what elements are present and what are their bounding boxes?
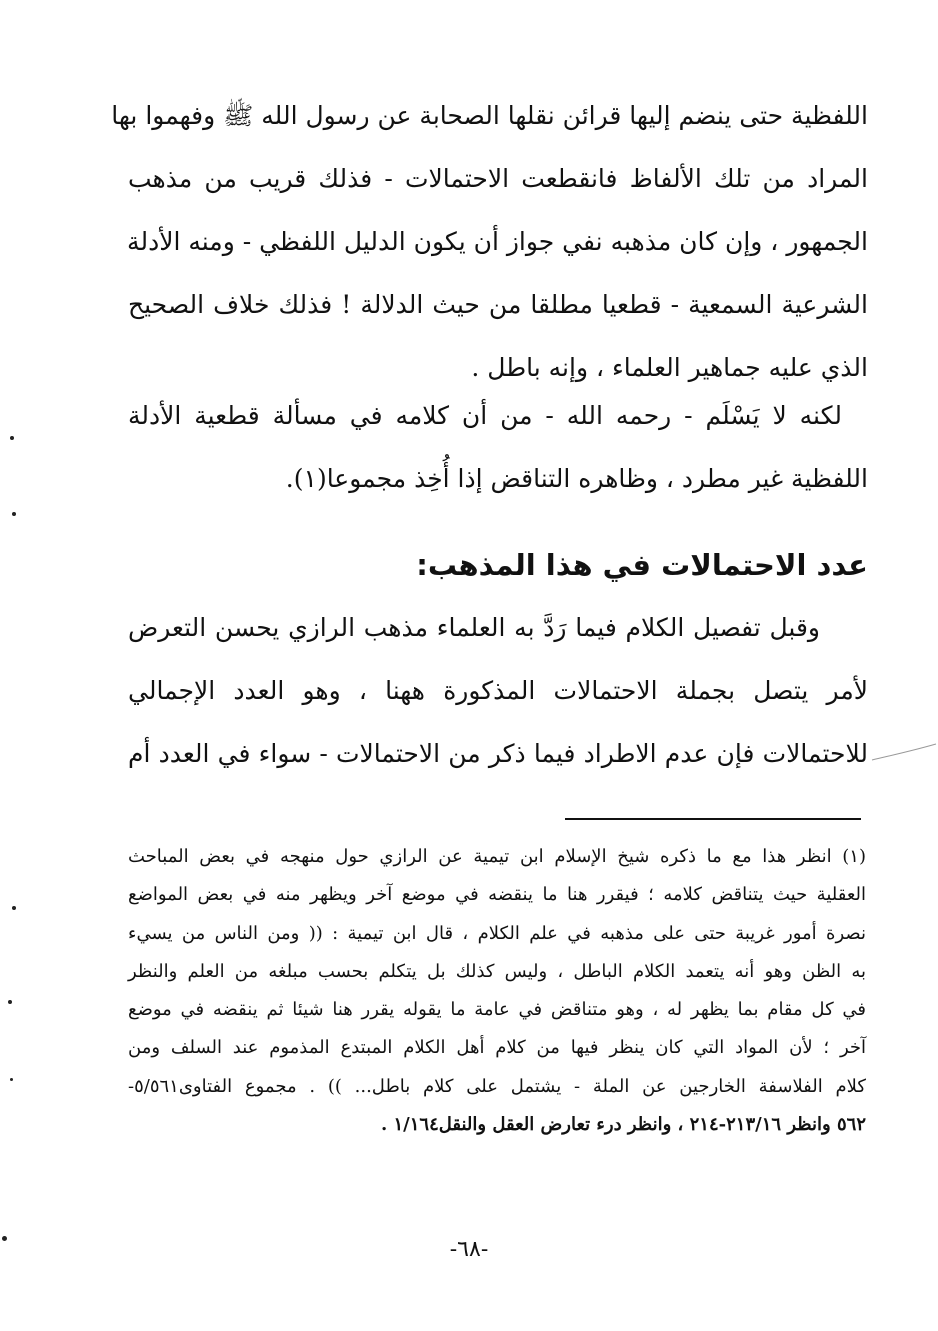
paragraph-1-line-2: المراد من تلك الألفاظ فانقطعت الاحتمالات - فذلك قريب من مذهب <box>128 164 868 193</box>
footnote-line-4: به الظن وهو أنه يتعمد الكلام الباطل ، وليس كذلك بل يتكلم بحسب مبلغه من العلم والنظر <box>128 960 866 982</box>
paragraph-2-line-1: لكنه لا يَسْلَم - رحمه الله - من أن كلامه في مسألة قطعية الأدلة <box>128 401 842 430</box>
scan-speck <box>12 512 16 516</box>
paragraph-2-line-2: اللفظية غير مطرد ، وظاهره التناقض إذا أُخِذ مجموعا(١). <box>285 464 868 493</box>
paragraph-2 <box>128 384 868 510</box>
paragraph-1-line-5: الذي عليه جماهير العلماء ، وإنه باطل . <box>471 353 868 382</box>
paragraph-1-line-4: الشرعية السمعية - قطعيا مطلقا من حيث الدلالة ! فذلك خلاف الصحيح <box>128 290 868 319</box>
paragraph-3 <box>128 596 868 785</box>
footnote-separator <box>565 818 861 820</box>
section-heading: عدد الاحتمالات في هذا المذهب: <box>416 548 868 582</box>
scan-speck <box>12 906 16 910</box>
paragraph-3-line-2: لأمر يتصل بجملة الاحتمالات المذكورة ههنا ، وهو العدد الإجمالي <box>128 676 868 705</box>
footnote-line-1: (١) انظر هذا مع ما ذكره شيخ الإسلام ابن تيمية عن الرازي حول منهجه في بعض المباحث <box>128 846 866 867</box>
footnote-line-8: ٥٦٢ وانظر ٢١٣/١٦-٢١٤ ، وانظر درء تعارض العقل والنقل١/١٦٤ . <box>380 1114 866 1136</box>
footnote-line-7: كلام الفلاسفة الخارجين عن الملة - يشتمل على كلام باطل... )) . مجموع الفتاوى٥/٥٦١- <box>128 1075 866 1097</box>
page-number: -٦٨- <box>449 1237 489 1262</box>
scan-line-mark <box>868 730 938 770</box>
paragraph-1-line-3: الجمهور ، وإن كان مذهبه نفي جواز أن يكون الدليل اللفظي - ومنه الأدلة <box>127 227 868 256</box>
paragraph-3-line-3: للاحتمالات فإن عدم الاطراد فيما ذكر من الاحتمالات - سواء في العدد أم <box>128 739 868 768</box>
scan-speck <box>8 1000 12 1004</box>
footnote-block <box>128 838 866 1144</box>
paragraph-1-line-1: اللفظية حتى ينضم إليها قرائن نقلها الصحابة عن رسول الله ﷺ وفهموا بها <box>111 101 868 130</box>
footnote-line-6: آخر ؛ لأن المواد التي كان ينظر فيها من كلام أهل الكلام المبتدع المذموم عند السلف ومن <box>128 1037 866 1059</box>
footnote-line-5: في كل مقام بما يظهر له ، وهو متناقض في عامة ما يقوله يقرر هنا شيئا ثم ينقضه في موضع <box>128 999 866 1021</box>
scan-speck <box>10 1078 13 1081</box>
paragraph-1 <box>111 84 868 399</box>
footnote-line-3: نصرة أمور غريبة حتى على مذهبه في علم الكلام ، قال ابن تيمية : (( ومن الناس من يسيء <box>128 922 866 944</box>
paragraph-3-line-1: وقبل تفصيل الكلام فيما رَدَّ به العلماء مذهب الرازي يحسن التعرض <box>128 613 820 642</box>
scan-speck <box>10 436 14 440</box>
footnote-line-2: العقلية حيث يتناقض كلامه ؛ فيقرر هنا ما ينقضه في موضع آخر ويظهر منه في بعض المواضع <box>128 884 866 906</box>
scan-speck <box>2 1236 7 1241</box>
